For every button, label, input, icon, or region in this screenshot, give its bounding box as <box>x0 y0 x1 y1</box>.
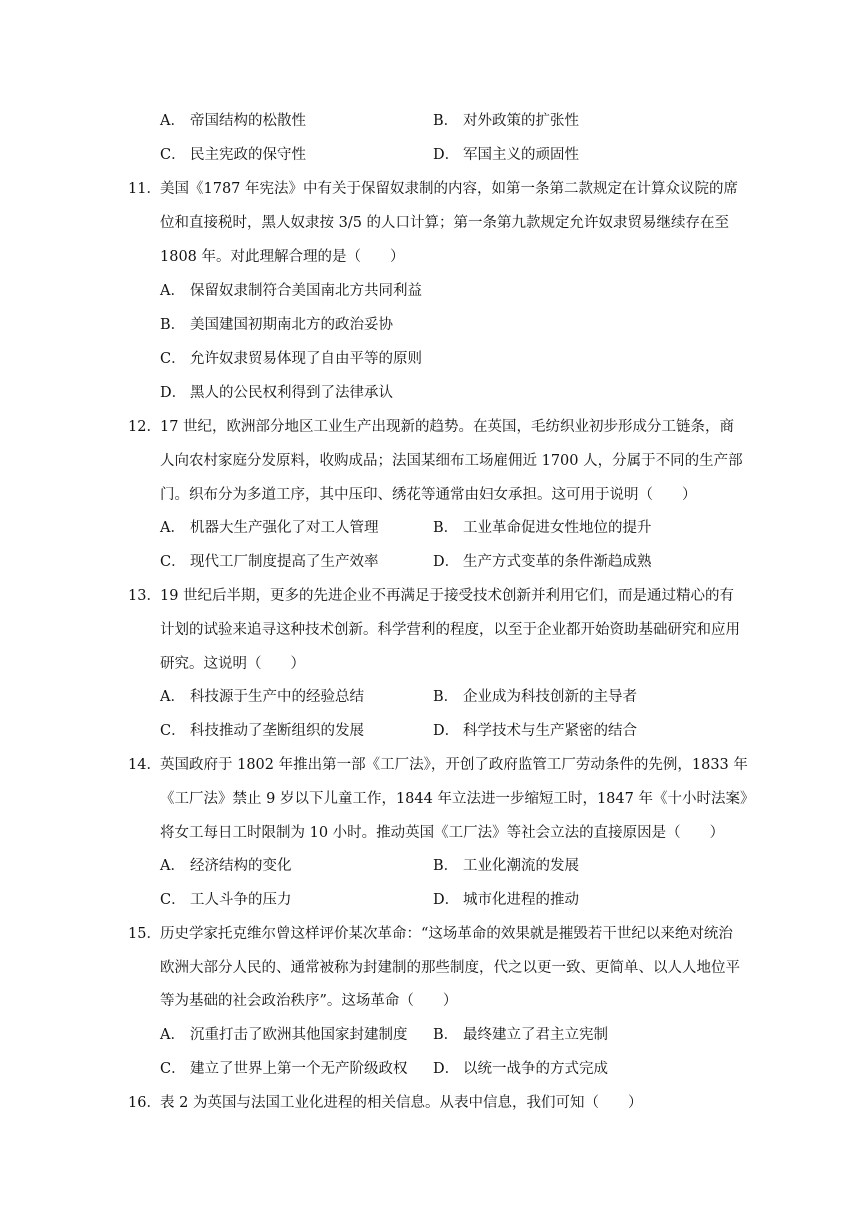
q13-stem-line: 19 世纪后半期，更多的先进企业不再满足于接受技术创新并利用它们，而是通过精心的有 <box>160 588 735 604</box>
q12-option-a: A． 机器大生产强化了对工人管理 <box>160 520 379 536</box>
q16-stem-line: 表 2 为英国与法国工业化进程的相关信息。从表中信息，我们可知（ ） <box>160 1095 643 1111</box>
q14-number: 14． <box>128 757 161 773</box>
q13-option-d: D． 科学技术与生产紧密的结合 <box>433 723 637 739</box>
q13-number: 13． <box>128 588 161 604</box>
q15-option-a: A． 沉重打击了欧洲其他国家封建制度 <box>160 1027 408 1043</box>
q15-number: 15． <box>128 926 161 942</box>
q11-number: 11． <box>128 181 161 197</box>
q15-stem-line: 历史学家托克维尔曾这样评价某次革命：“这场革命的效果就是摧毁若干世纪以来绝对统治 <box>160 926 733 942</box>
q12-option-d: D． 生产方式变革的条件渐趋成熟 <box>433 554 652 570</box>
q15-option-c: C． 建立了世界上第一个无产阶级政权 <box>160 1061 408 1077</box>
q12-option-c: C． 现代工厂制度提高了生产效率 <box>160 554 379 570</box>
q11-option-a: A． 保留奴隶制符合美国南北方共同利益 <box>160 283 422 299</box>
q14-option-a: A． 经济结构的变化 <box>160 858 292 874</box>
q12-stem-line: 门。织布分为多道工序，其中压印、绣花等通常由妇女承担。这可用于说明（ ） <box>160 487 697 503</box>
q12-number: 12． <box>128 419 161 435</box>
q14-stem-line: 将女工每日工时限制为 10 小时。推动英国《工厂法》等社会立法的直接原因是（ ） <box>160 825 725 841</box>
q13-option-a: A． 科技源于生产中的经验总结 <box>160 689 364 705</box>
q16-number: 16． <box>128 1095 161 1111</box>
q10-option-b: B． 对外政策的扩张性 <box>433 113 579 129</box>
q11-option-c: C． 允许奴隶贸易体现了自由平等的原则 <box>160 351 422 367</box>
q12-stem-line: 17 世纪，欧洲部分地区工业生产出现新的趋势。在英国，毛纺织业初步形成分工链条，商 <box>160 419 735 435</box>
q13-option-b: B． 企业成为科技创新的主导者 <box>433 689 637 705</box>
q15-option-b: B． 最终建立了君主立宪制 <box>433 1027 608 1043</box>
q10-option-a: A． 帝国结构的松散性 <box>160 113 306 129</box>
q14-stem-line: 英国政府于 1802 年推出第一部《工厂法》，开创了政府监管工厂劳动条件的先例，1833 年 <box>160 757 748 773</box>
q15-stem-line: 欧洲大部分人民的、通常被称为封建制的那些制度，代之以更一致、更简单、以人人地位平 <box>160 960 740 976</box>
q11-stem-line: 位和直接税时，黑人奴隶按 3/5 的人口计算；第一条第九款规定允许奴隶贸易继续存在至 <box>160 215 730 231</box>
q12-option-b: B． 工业革命促进女性地位的提升 <box>433 520 652 536</box>
q14-option-d: D． 城市化进程的推动 <box>433 892 579 908</box>
q13-stem-line: 计划的试验来追寻这种技术创新。科学营利的程度，以至于企业都开始资助基础研究和应用 <box>160 622 740 638</box>
q12-stem-line: 人向农村家庭分发原料，收购成品；法国某细布工场雇佣近 1700 人，分属于不同的生产部 <box>160 453 743 469</box>
q11-stem-line: 1808 年。对此理解合理的是（ ） <box>160 249 405 265</box>
q11-option-b: B． 美国建国初期南北方的政治妥协 <box>160 317 393 333</box>
q14-option-c: C． 工人斗争的压力 <box>160 892 292 908</box>
q10-option-c: C． 民主宪政的保守性 <box>160 147 306 163</box>
q13-stem-line: 研究。这说明（ ） <box>160 656 305 672</box>
q15-option-d: D． 以统一战争的方式完成 <box>433 1061 608 1077</box>
q15-stem-line: 等为基础的社会政治秩序”。这场革命（ ） <box>160 993 458 1009</box>
q11-option-d: D． 黑人的公民权利得到了法律承认 <box>160 385 393 401</box>
q13-option-c: C． 科技推动了垄断组织的发展 <box>160 723 364 739</box>
q10-option-d: D． 军国主义的顽固性 <box>433 147 579 163</box>
q11-stem-line: 美国《1787 年宪法》中有关于保留奴隶制的内容，如第一条第二款规定在计算众议院的席 <box>160 181 739 197</box>
q14-option-b: B． 工业化潮流的发展 <box>433 858 579 874</box>
q14-stem-line: 《工厂法》禁止 9 岁以下儿童工作，1844 年立法进一步缩短工时，1847 年《十小时法案》 <box>160 791 755 807</box>
